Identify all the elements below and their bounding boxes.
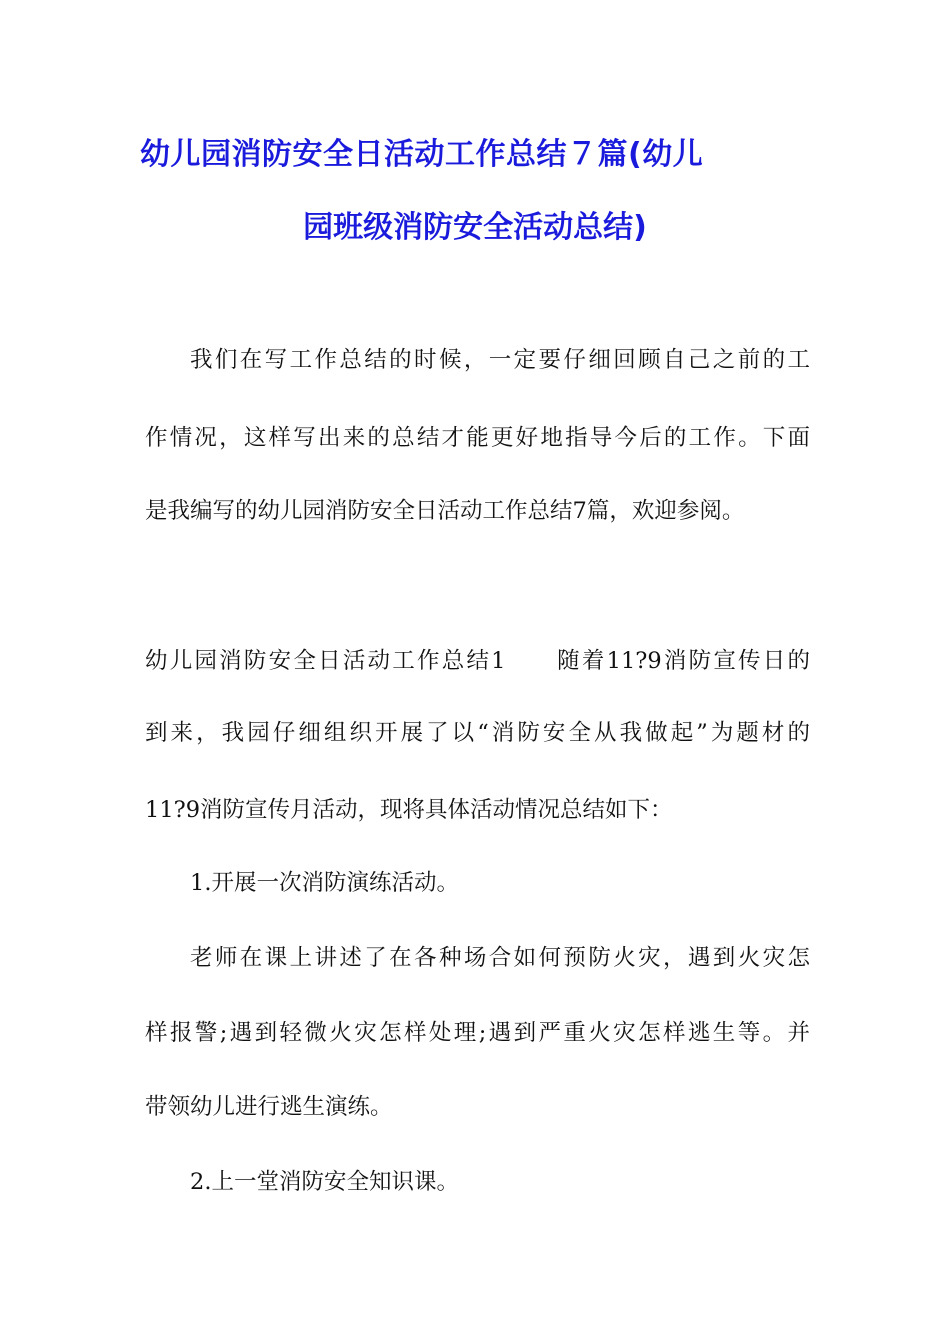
intro-line-2: 作情况，这样写出来的总结才能更好地指导今后的工作。下面 <box>145 425 810 451</box>
intro-line-3: 是我编写的幼儿园消防安全日活动工作总结7篇，欢迎参阅。 <box>145 498 745 524</box>
section1-line-2: 到来，我园仔细组织开展了以“消防安全从我做起”为题材的 <box>145 720 810 746</box>
item2-heading: 2.上一堂消防安全知识课。 <box>190 1169 459 1195</box>
section1-line-1: 幼儿园消防安全日活动工作总结1 随着11?9消防宣传日的 <box>145 648 810 674</box>
document-title-line-2: 园班级消防安全活动总结) <box>303 210 647 245</box>
intro-line-1: 我们在写工作总结的时候，一定要仔细回顾自己之前的工 <box>190 347 810 373</box>
item1-line-3: 带领幼儿进行逃生演练。 <box>145 1094 393 1120</box>
document-title-line-1: 幼儿园消防安全日活动工作总结７篇(幼儿 <box>140 137 704 172</box>
section1-line-3: 11?9消防宣传月活动，现将具体活动情况总结如下： <box>145 797 673 823</box>
item1-line-2: 样报警;遇到轻微火灾怎样处理;遇到严重火灾怎样逃生等。并 <box>145 1020 810 1046</box>
item1-heading: 1.开展一次消防演练活动。 <box>190 870 459 896</box>
item1-line-1: 老师在课上讲述了在各种场合如何预防火灾，遇到火灾怎 <box>190 945 810 971</box>
